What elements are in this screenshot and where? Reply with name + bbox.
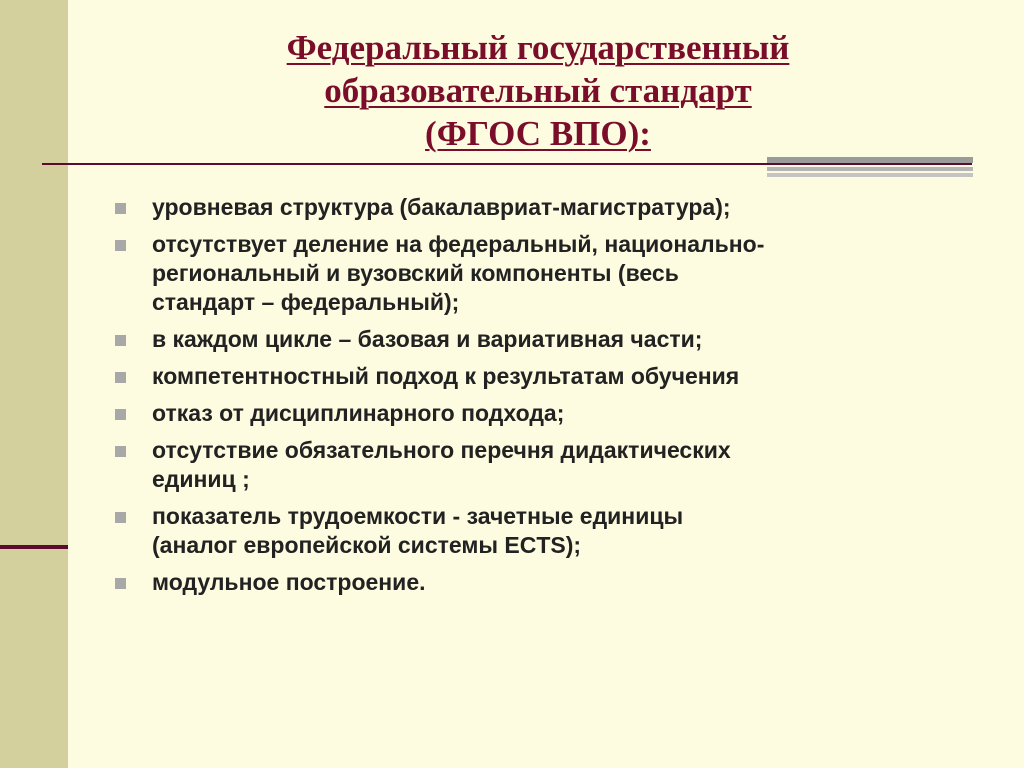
bullet-line: отсутствует деление на федеральный, национально- — [152, 231, 765, 257]
bullet-line: в каждом цикле – базовая и вариативная части; — [152, 326, 703, 352]
bullet-line: единиц ; — [152, 466, 250, 492]
bullet-line: отказ от дисциплинарного подхода; — [152, 400, 565, 426]
bullet-line: модульное построение. — [152, 569, 426, 595]
bullet-line: уровневая структура (бакалавриат-магистратура); — [152, 194, 731, 220]
list-item — [112, 230, 992, 317]
square-bullet-icon — [115, 578, 126, 589]
decorative-grey-stripes — [767, 157, 973, 177]
bullet-line: отсутствие обязательного перечня дидактических — [152, 437, 731, 463]
bullet-line: показатель трудоемкости - зачетные единицы — [152, 503, 684, 529]
bullet-line: компетентностный подход к результатам обучения — [152, 363, 740, 389]
list-item — [112, 362, 992, 391]
bullet-line: (аналог европейской системы ECTS); — [152, 532, 582, 558]
title-line-1: Федеральный государственный — [286, 28, 790, 67]
square-bullet-icon — [115, 240, 126, 251]
square-bullet-icon — [115, 372, 126, 383]
list-item — [112, 502, 992, 560]
bullet-line: стандарт – федеральный); — [152, 289, 460, 315]
square-bullet-icon — [115, 409, 126, 420]
square-bullet-icon — [115, 335, 126, 346]
left-accent-line — [0, 545, 68, 549]
list-item — [112, 436, 992, 494]
title-line-3: (ФГОС ВПО): — [425, 114, 651, 153]
list-item — [112, 325, 992, 354]
title-line-2: образовательный стандарт — [324, 71, 752, 110]
left-decorative-bar — [0, 0, 68, 768]
bullet-list — [112, 193, 992, 605]
bullet-line: региональный и вузовский компоненты (весь — [152, 260, 679, 286]
list-item — [112, 399, 992, 428]
slide-title — [60, 26, 1016, 155]
square-bullet-icon — [115, 512, 126, 523]
square-bullet-icon — [115, 203, 126, 214]
list-item — [112, 568, 992, 597]
list-item — [112, 193, 992, 222]
square-bullet-icon — [115, 446, 126, 457]
